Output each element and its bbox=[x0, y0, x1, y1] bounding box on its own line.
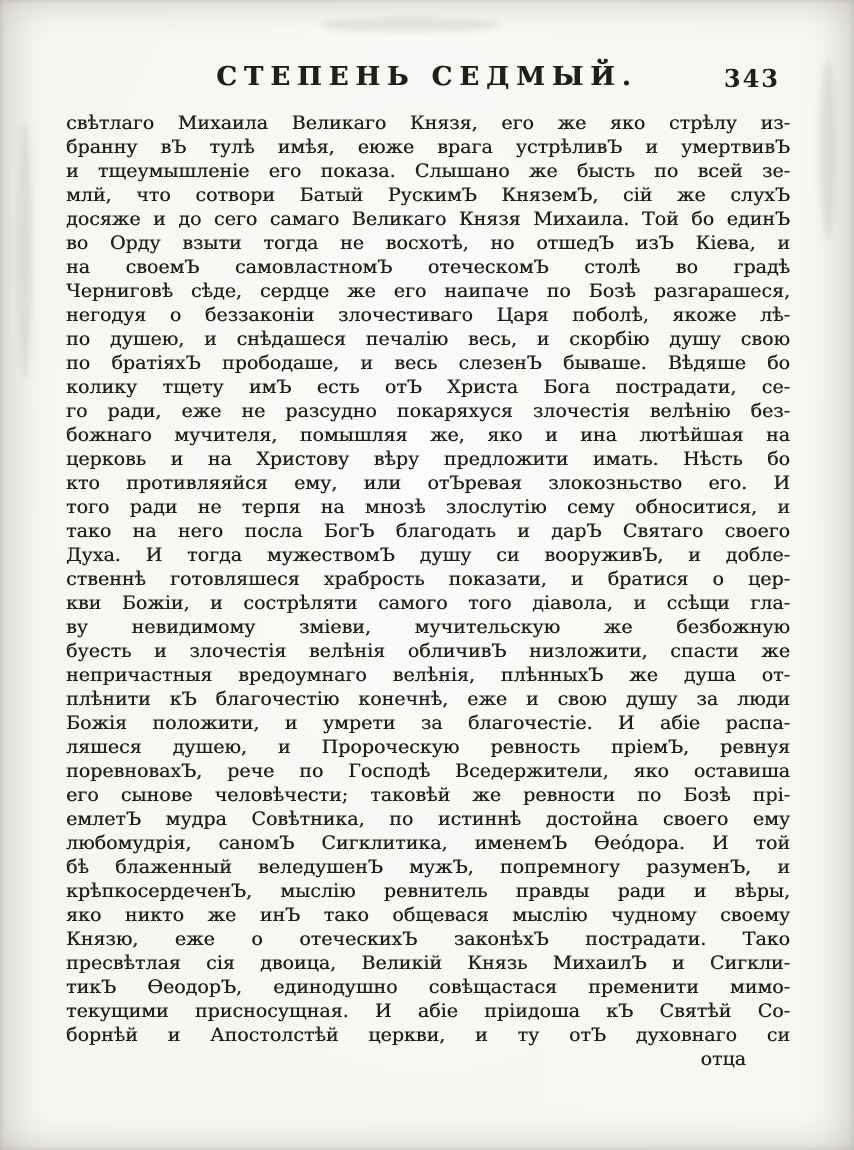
text-line: кви Божіи, и сострѣляти самого того діавола, и ссѣщи гла- bbox=[66, 592, 790, 614]
text-line: по братіяхЪ прободаше, и весь слезенЪ бываше. Вѣдяше бо bbox=[66, 352, 790, 374]
text-line: свѣтлаго Михаила Великаго Князя, его же яко стрѣлу из- bbox=[66, 112, 790, 134]
text-line: тако на него посла БогЪ благодать и дарЪ Святаго своего bbox=[66, 520, 790, 542]
text-line: того ради не терпя на мнозѣ злослутію сему обноситися, и bbox=[66, 496, 790, 518]
text-line: Божія положити, и умрети за благочестіе. И абіе распа- bbox=[66, 712, 790, 734]
text-line: Князю, еже о отеческихЪ законѣхЪ пострадати. Тако bbox=[66, 928, 790, 950]
text-line: тикЪ ѲеодорЪ, единодушно совѣщастася пременити мимо- bbox=[66, 976, 790, 998]
text-line: кто противляяйся ему, или отЪревая злокозньство его. И bbox=[66, 472, 790, 494]
text-line: борнѣй и Апостолстѣй церкви, и ту отЪ духовнаго си bbox=[66, 1024, 790, 1046]
scan-smudge bbox=[820, 60, 836, 240]
text-line: текущими присносущная. И абіе пріидоша кЪ Святѣй Со- bbox=[66, 1000, 790, 1022]
text-line: церковь и на Христову вѣру предложити имать. Нѣсть бо bbox=[66, 448, 790, 470]
text-line: млй, что сотвори Батый РускимЪ КняземЪ, сій же слухЪ bbox=[66, 184, 790, 206]
page-number: 343 bbox=[723, 64, 780, 93]
text-line: буесть и злочестія велѣнія обличивЪ низложити, спасти же bbox=[66, 640, 790, 662]
scan-smudge bbox=[18, 120, 32, 380]
text-line: любомудрія, саномЪ Сигклитика, именемЪ Ѳео́дора. И той bbox=[66, 832, 790, 854]
text-line: его сынове человѣчести; таковѣй же ревности по Бозѣ прі- bbox=[66, 784, 790, 806]
text-line: Духа. И тогда мужествомЪ душу си вооруживЪ, и добле- bbox=[66, 544, 790, 566]
text-line: во Орду взыти тогда не восхотѣ, но отшедЪ изЪ Кіева, и bbox=[66, 232, 790, 254]
text-line: яко никто же инЪ тако общевася мыслію чудному своему bbox=[66, 904, 790, 926]
text-line: Черниговѣ сѣде, сердце же его наипаче по Бозѣ разгарашеся, bbox=[66, 280, 790, 302]
text-line: ственнѣ готовляшеся храбрость показати, и братися о цер- bbox=[66, 568, 790, 590]
catchword: отца bbox=[700, 1048, 746, 1070]
running-title: СТЕПЕНЬ СЕДМЫЙ. bbox=[216, 62, 638, 92]
page-header bbox=[66, 62, 788, 96]
text-line: на своемЪ самовластномЪ отеческомЪ столѣ во градѣ bbox=[66, 256, 790, 278]
text-line: ву невидимому зміеви, мучительскую же безбожную bbox=[66, 616, 790, 638]
text-line: ляшеся душею, и Пророческую ревность пріемЪ, ревнуя bbox=[66, 736, 790, 758]
text-line: колику тщету имЪ есть отЪ Христа Бога пострадати, се- bbox=[66, 376, 790, 398]
text-line: плѣнити кЪ благочестію конечнѣ, еже и свою душу за люди bbox=[66, 688, 790, 710]
text-line: го ради, еже не разсудно покаряхуся злочестія велѣнію без- bbox=[66, 400, 790, 422]
scan-smudge bbox=[320, 18, 500, 32]
text-line: и тщеумышленіе его показа. Слышано же бысть по всей зе- bbox=[66, 160, 790, 182]
body-text bbox=[66, 111, 790, 1071]
text-line: бѣ блаженный веледушенЪ мужЪ, попремногу разуменЪ, и bbox=[66, 856, 790, 878]
text-line: негодуя о беззаконіи злочестиваго Царя поболѣ, якоже лѣ- bbox=[66, 304, 790, 326]
text-line: по душею, и снѣдашеся печалію весь, и скорбію душу свою bbox=[66, 328, 790, 350]
text-line: пресвѣтлая сія двоица, Великій Князь МихаилЪ и Сигкли- bbox=[66, 952, 790, 974]
text-line: крѣпкосердеченЪ, мыслію ревнитель правды ради и вѣры, bbox=[66, 880, 790, 902]
text-line: бранну вЪ тулѣ имѣя, еюже врага устрѣливЪ и умертвивЪ bbox=[66, 136, 790, 158]
text-line: емлетЪ мудра Совѣтника, по истиннѣ достойна своего ему bbox=[66, 808, 790, 830]
text-line: досяже и до сего самаго Великаго Князя Михаила. Той бо единЪ bbox=[66, 208, 790, 230]
text-line: божнаго мучителя, помышляя же, яко и ина лютѣйшая на bbox=[66, 424, 790, 446]
text-line: поревновахЪ, рече по Господѣ Вседержители, яко оставиша bbox=[66, 760, 790, 782]
text-line: непричастныя вредоумнаго велѣнія, плѣнныхЪ же душа от- bbox=[66, 664, 790, 686]
